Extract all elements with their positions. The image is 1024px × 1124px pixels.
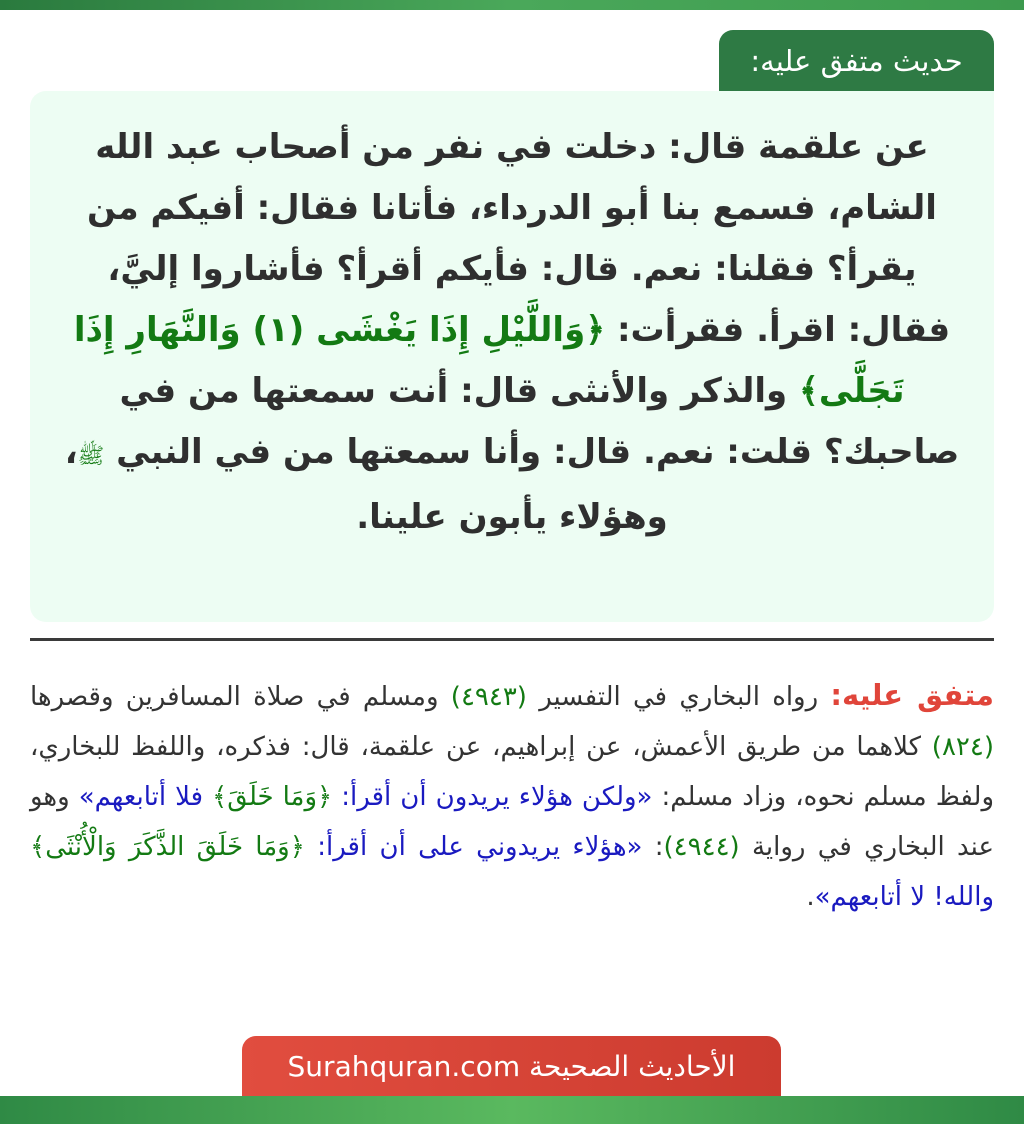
takhrij-segment: كلاهما من طريق الأعمش، عن إبراهيم، عن علقمة، قال: فذكره، واللفظ للبخاري، ولفظ مسلم نحوه، وزاد مسلم: <box>30 732 995 812</box>
quote-segment: «هؤلاء يريدوني على أن أقرأ: <box>304 832 643 862</box>
header-title: حديث متفق عليه: <box>750 43 963 78</box>
takhrij-segment: : <box>642 832 664 862</box>
quran-verse: ﴿وَمَا خَلَقَ﴾ <box>212 782 333 812</box>
section-divider <box>30 638 994 641</box>
hadith-part-2: والذكر والأنثى قال: أنت سمعتها من في صاحبك؟ قلت: نعم. قال: وأنا سمعتها من في النبي <box>104 371 960 472</box>
quran-verse: ﴿وَاللَّيْلِ إِذَا يَغْشَى (١) وَالنَّهَارِ إِذَا تَجَلَّى﴾ <box>73 310 905 411</box>
takhrij-segment: ومسلم في صلاة المسافرين وقصرها <box>30 682 451 712</box>
footer-badge-label: الأحاديث الصحيحة Surahquran.com <box>287 1049 736 1083</box>
takhrij-segment: رواه البخاري في التفسير <box>526 682 831 712</box>
hadith-part-1: عن علقمة قال: دخلت في نفر من أصحاب عبد الله الشام، فسمع بنا أبو الدرداء، فأتانا فقال: أفيكم من يقرأ؟ فقلنا: نعم. قال: فأيكم أقرأ؟ فأشاروا إليَّ، فقال: اقرأ. فقرأت: <box>87 127 951 350</box>
quote-segment: فلا أتابعهم» <box>78 782 213 812</box>
hadith-number: (٤٩٤٣) <box>450 682 527 712</box>
hadith-text <box>58 117 966 548</box>
bottom-decorative-bar <box>0 1096 1024 1124</box>
hadith-box <box>30 91 994 622</box>
quote-segment: والله! لا أتابعهم» <box>814 882 994 912</box>
hadith-number: (٨٢٤) <box>931 732 994 762</box>
footer-site-badge[interactable] <box>242 1036 781 1096</box>
takhrij-segment: وهو عند البخاري في رواية <box>30 782 995 862</box>
salawat-icon: ﷺ <box>77 444 105 469</box>
header-tab <box>719 30 994 91</box>
quote-segment: «ولكن هؤلاء يريدون أن أقرأ: <box>332 782 653 812</box>
top-decorative-bar <box>0 0 1024 10</box>
takhrij-label: متفق عليه: <box>830 678 994 712</box>
hadith-number: (٤٩٤٤) <box>663 832 740 862</box>
takhrij-segment: . <box>806 882 815 912</box>
takhrij-text <box>30 670 994 922</box>
quran-verse: ﴿وَمَا خَلَقَ الذَّكَرَ وَالْأُنْثَى﴾ <box>30 832 305 862</box>
hadith-part-3: ، وهؤلاء يأبون علينا. <box>64 432 668 537</box>
